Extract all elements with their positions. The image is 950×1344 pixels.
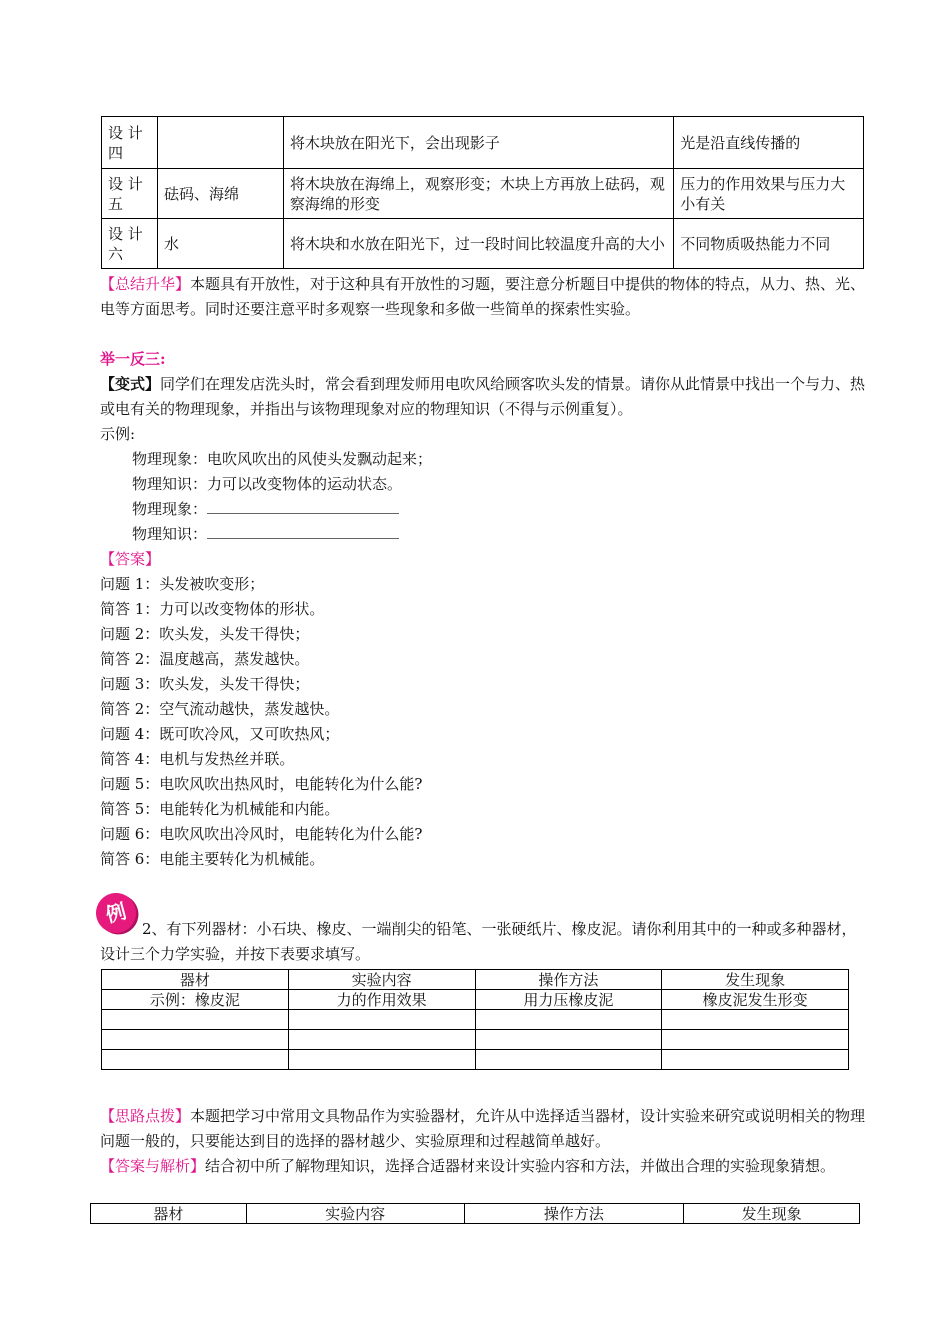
answer-line: 简答 4：电机与发热丝并联。 (100, 750, 295, 768)
table-row (102, 169, 864, 219)
table-row (102, 1050, 849, 1070)
column-header: 器材 (102, 970, 289, 990)
example-knowledge: 物理知识：力可以改变物体的运动状态。 (132, 475, 403, 493)
analysis-text: 结合初中所了解物理知识，选择合适器材来设计实验内容和方法，并做出合理的实验现象猜想。 (205, 1157, 836, 1175)
table-cell[interactable] (288, 1010, 475, 1030)
table-row (102, 1010, 849, 1030)
answer-line: 简答 6：电能主要转化为机械能。 (100, 850, 325, 868)
hint-paragraph (100, 1104, 870, 1154)
column-header: 发生现象 (684, 1204, 860, 1224)
design-label: 设 计四 (102, 117, 158, 169)
design-method: 将木块和水放在阳光下，过一段时间比较温度升高的大小 (283, 219, 673, 269)
design-material: 砝码、海绵 (157, 169, 283, 219)
variant-text: 同学们在理发店洗头时，常会看到理发师用电吹风给顾客吹头发的情景。请你从此情景中找出一个与力、热或电有关的物理现象，并指出与该物理现象对应的物理知识（不得与示例重复）。 (100, 375, 866, 418)
column-header: 实验内容 (246, 1204, 464, 1224)
answer-line: 简答 2：温度越高，蒸发越快。 (100, 650, 310, 668)
table-cell: 用力压橡皮泥 (475, 990, 662, 1010)
variant-heading: 举一反三: (100, 350, 166, 368)
table-cell[interactable] (102, 1050, 289, 1070)
analysis-tag: 【答案与解析】 (100, 1157, 206, 1175)
design-knowledge: 压力的作用效果与压力大小有关 (674, 169, 864, 219)
blank-phenomenon-label: 物理现象： (132, 500, 208, 518)
answer-line: 问题 3：吹头发，头发干得快； (100, 675, 310, 693)
table-cell[interactable] (662, 1030, 849, 1050)
design-material (157, 117, 283, 169)
table-cell[interactable] (288, 1050, 475, 1070)
analysis-paragraph (100, 1154, 870, 1179)
table-cell: 力的作用效果 (288, 990, 475, 1010)
table-cell[interactable] (662, 1010, 849, 1030)
table-row (102, 990, 849, 1010)
example2-text: 2、有下列器材：小石块、橡皮、一端削尖的铅笔、一张硬纸片、橡皮泥。请你利用其中的一种或多种器材，设计三个力学实验，并按下表要求填写。 (100, 920, 857, 963)
table-row (102, 1030, 849, 1050)
column-header: 器材 (91, 1204, 247, 1224)
table-cell[interactable] (475, 1030, 662, 1050)
blank-knowledge-label: 物理知识： (132, 525, 208, 543)
summary-tag: 【总结升华】 (100, 275, 191, 293)
answer-line: 问题 2：吹头发，头发干得快； (100, 625, 310, 643)
example-badge-icon: 例 (92, 889, 141, 938)
column-header: 操作方法 (464, 1204, 684, 1224)
example-phenomenon: 物理现象：电吹风吹出的风使头发飘动起来； (132, 450, 433, 468)
answer-line: 问题 6：电吹风吹出冷风时，电能转化为什么能? (100, 825, 423, 843)
example-label: 示例: (100, 425, 136, 443)
answer-line: 问题 5：电吹风吹出热风时，电能转化为什么能? (100, 775, 423, 793)
answer-line: 简答 1：力可以改变物体的形状。 (100, 600, 325, 618)
design-knowledge: 不同物质吸热能力不同 (674, 219, 864, 269)
design-method: 将木块放在海绵上，观察形变；木块上方再放上砝码，观察海绵的形变 (283, 169, 673, 219)
design-label: 设 计五 (102, 169, 158, 219)
analysis-table (90, 1203, 860, 1224)
table-cell[interactable] (102, 1010, 289, 1030)
summary-text: 本题具有开放性，对于这种具有开放性的习题，要注意分析题目中提供的物体的特点，从力、热、光、电等方面思考。同时还要注意平时多观察一些现象和多做一些简单的探索性实验。 (100, 275, 866, 318)
summary-paragraph (100, 272, 870, 322)
table-row (102, 219, 864, 269)
column-header: 实验内容 (288, 970, 475, 990)
table-header-row (102, 970, 849, 990)
design-method: 将木块放在阳光下，会出现影子 (283, 117, 673, 169)
column-header: 操作方法 (475, 970, 662, 990)
answer-line: 简答 2：空气流动越快，蒸发越快。 (100, 700, 340, 718)
hint-tag: 【思路点拨】 (100, 1107, 191, 1125)
variant-tag: 【变式】 (100, 375, 161, 393)
table-cell[interactable] (288, 1030, 475, 1050)
blank-phenomenon-row (132, 497, 902, 522)
experiment-table (101, 969, 849, 1070)
design-knowledge: 光是沿直线传播的 (674, 117, 864, 169)
answer-line: 简答 5：电能转化为机械能和内能。 (100, 800, 340, 818)
column-header: 发生现象 (662, 970, 849, 990)
answer-line: 问题 1：头发被吹变形； (100, 575, 265, 593)
design-label: 设 计六 (102, 219, 158, 269)
variant-paragraph (100, 372, 870, 422)
design-material: 水 (157, 219, 283, 269)
answer-line: 问题 4：既可吹冷风，又可吹热风； (100, 725, 340, 743)
hint-text: 本题把学习中常用文具物品作为实验器材，允许从中选择适当器材，设计实验来研究或说明相关的物理问题一般的，只要能达到目的选择的器材越少、实验原理和过程越简单越好。 (100, 1107, 866, 1150)
table-header-row (91, 1204, 860, 1224)
answer-tag: 【答案】 (100, 550, 161, 568)
answer-blank[interactable] (207, 524, 399, 539)
table-row (102, 117, 864, 169)
table-cell[interactable] (475, 1010, 662, 1030)
design-table (101, 116, 864, 269)
table-cell[interactable] (102, 1030, 289, 1050)
answer-blank[interactable] (207, 499, 399, 514)
table-cell: 示例：橡皮泥 (102, 990, 289, 1010)
table-cell[interactable] (662, 1050, 849, 1070)
blank-knowledge-row (132, 522, 902, 547)
table-cell[interactable] (475, 1050, 662, 1070)
table-cell: 橡皮泥发生形变 (662, 990, 849, 1010)
